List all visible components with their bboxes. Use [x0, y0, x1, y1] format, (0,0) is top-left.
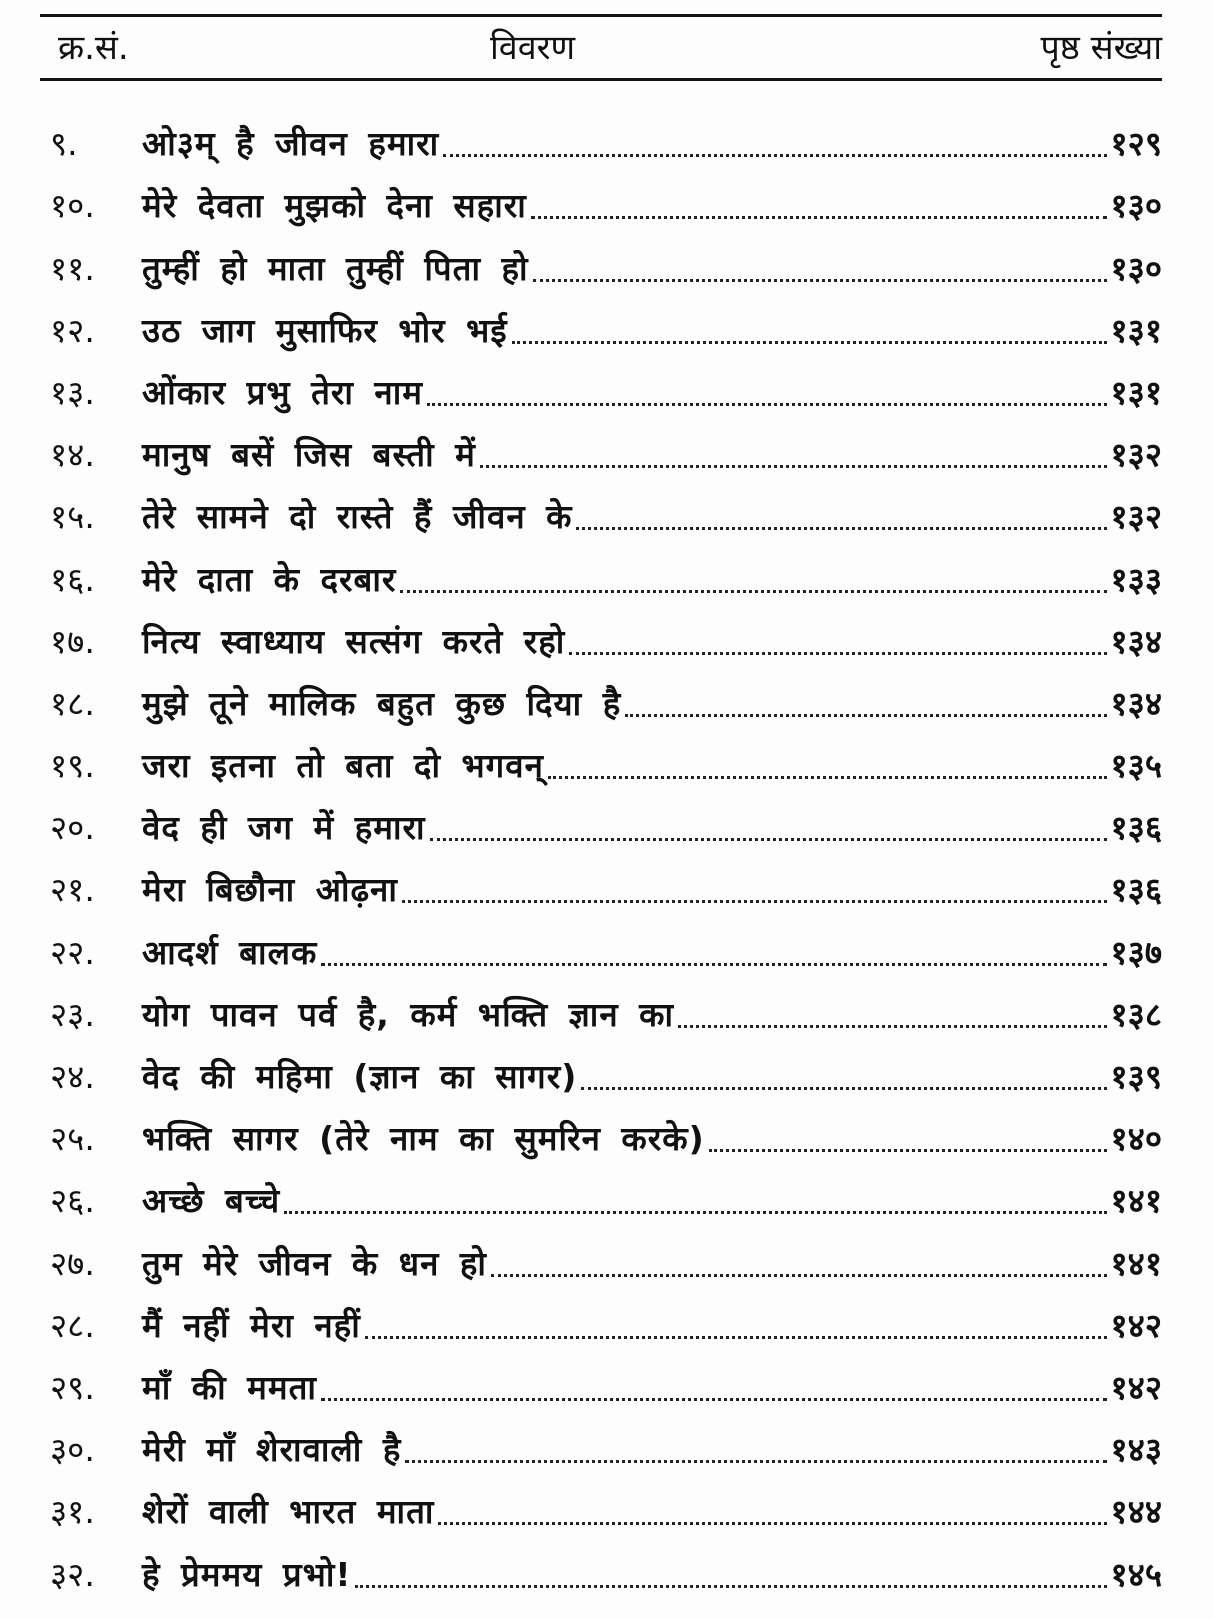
toc-row — [50, 104, 1162, 166]
toc-page-number: १३४ — [1110, 621, 1162, 661]
toc-row — [50, 1348, 1162, 1410]
toc-serial-number: १९. — [50, 746, 95, 786]
toc-title: तुम्हीं हो माता तुम्हीं पिता हो — [142, 248, 529, 288]
toc-page-number: १४३ — [1110, 1430, 1162, 1470]
toc-title: माँ की ममता — [142, 1367, 317, 1407]
toc-row — [50, 291, 1162, 353]
toc-title: हे प्रेममय प्रभो! — [142, 1554, 352, 1594]
toc-row — [50, 850, 1162, 912]
toc-serial-number: १६. — [50, 559, 95, 599]
toc-dot-leader — [430, 838, 1107, 841]
toc-serial-number: २४. — [50, 1057, 95, 1096]
toc-row — [50, 166, 1162, 228]
toc-title: तुम मेरे जीवन के धन हो — [142, 1243, 487, 1283]
toc-dot-leader — [576, 527, 1106, 530]
toc-row — [50, 1161, 1162, 1223]
toc-dot-leader — [512, 341, 1107, 344]
toc-page-number: १४२ — [1110, 1305, 1162, 1345]
toc-dot-leader — [321, 1398, 1107, 1401]
toc-dot-leader — [400, 590, 1106, 593]
toc-row — [50, 1099, 1162, 1161]
toc-page-number: १३६ — [1110, 808, 1162, 848]
toc-serial-number: २८. — [50, 1305, 95, 1345]
header-serial-number: क्र.सं. — [58, 28, 129, 68]
toc-title: मानुष बसें जिस बस्ती में — [142, 435, 476, 475]
toc-title: जरा इतना तो बता दो भगवन् — [142, 746, 544, 786]
toc-serial-number: २५. — [50, 1119, 95, 1159]
toc-serial-number: ३०. — [50, 1430, 95, 1470]
toc-title: ओंकार प्रभु तेरा नाम — [142, 372, 424, 412]
toc-title: योग पावन पर्व है, कर्म भक्ति ज्ञान का — [142, 994, 675, 1034]
toc-title: शेरों वाली भारत माता — [142, 1492, 435, 1532]
toc-serial-number: २०. — [50, 808, 95, 848]
toc-row — [50, 664, 1162, 726]
toc-row — [50, 975, 1162, 1037]
toc-title: मेरे देवता मुझको देना सहारा — [142, 186, 527, 226]
toc-title: वेद ही जग में हमारा — [142, 808, 426, 848]
toc-serial-number: २२. — [50, 932, 95, 972]
toc-title: आदर्श बालक — [142, 932, 318, 972]
toc-dot-leader — [284, 1211, 1106, 1214]
toc-row — [50, 602, 1162, 664]
toc-page-number: १४१ — [1110, 1181, 1162, 1221]
toc-serial-number: १२. — [50, 310, 95, 350]
toc-serial-number: २९. — [50, 1367, 95, 1407]
header-description: विवरण — [490, 28, 576, 68]
toc-dot-leader — [709, 1149, 1107, 1152]
toc-title: मेरा बिछौना ओढ़ना — [142, 870, 398, 910]
toc-dot-leader — [625, 714, 1106, 717]
toc-serial-number: ९. — [50, 124, 78, 164]
toc-serial-number: ११. — [50, 248, 95, 288]
toc-serial-number: २३. — [50, 994, 95, 1034]
toc-page-number: १३१ — [1110, 310, 1162, 350]
table-of-contents — [50, 104, 1162, 1597]
toc-row — [50, 415, 1162, 477]
toc-page-number: १३६ — [1110, 870, 1162, 910]
toc-dot-leader — [678, 1025, 1106, 1028]
toc-row — [50, 1534, 1162, 1596]
toc-title: वेद की महिमा (ज्ञान का सागर) — [142, 1057, 578, 1096]
toc-dot-leader — [443, 154, 1106, 157]
toc-page-number: १३८ — [1110, 994, 1162, 1034]
toc-page-number: १३४ — [1110, 683, 1162, 723]
toc-dot-leader — [480, 465, 1107, 468]
toc-dot-leader — [569, 652, 1106, 655]
toc-serial-number: २६. — [50, 1181, 95, 1221]
toc-page-number: १४० — [1110, 1119, 1162, 1159]
toc-dot-leader — [533, 279, 1107, 282]
toc-page-number: १३९ — [1110, 1057, 1162, 1096]
toc-page-number: १३३ — [1110, 559, 1162, 599]
toc-serial-number: ३१. — [50, 1492, 95, 1532]
toc-page-number: १३२ — [1110, 435, 1162, 475]
toc-serial-number: १४. — [50, 435, 95, 475]
toc-dot-leader — [405, 1460, 1106, 1463]
toc-dot-leader — [355, 1585, 1106, 1588]
toc-dot-leader — [402, 900, 1107, 903]
toc-page-number: १४५ — [1110, 1554, 1162, 1594]
toc-dot-leader — [581, 1087, 1106, 1090]
toc-dot-leader — [548, 776, 1107, 779]
toc-page-number: १२९ — [1110, 124, 1162, 164]
toc-title: मुझे तूने मालिक बहुत कुछ दिया है — [142, 683, 622, 723]
toc-title: मेरी माँ शेरावाली है — [142, 1430, 402, 1470]
toc-title: नित्य स्वाध्याय सत्संग करते रहो — [142, 621, 566, 661]
toc-title: मेरे दाता के दरबार — [142, 559, 397, 599]
toc-page-number: १३७ — [1110, 932, 1162, 972]
toc-serial-number: २१. — [50, 870, 95, 910]
toc-page-number: १४१ — [1110, 1243, 1162, 1283]
toc-dot-leader — [438, 1522, 1106, 1525]
toc-title: मैं नहीं मेरा नहीं — [142, 1305, 361, 1345]
toc-title: ओ३म् है जीवन हमारा — [142, 124, 440, 164]
toc-serial-number: ३२. — [50, 1554, 95, 1594]
toc-page-number: १४२ — [1110, 1367, 1162, 1407]
toc-row — [50, 539, 1162, 601]
toc-page-number: १३० — [1110, 248, 1162, 288]
toc-serial-number: १७. — [50, 621, 95, 661]
toc-serial-number: १५. — [50, 497, 95, 537]
toc-row — [50, 912, 1162, 974]
toc-row — [50, 1410, 1162, 1472]
toc-row — [50, 1286, 1162, 1348]
toc-page-number: १३० — [1110, 186, 1162, 226]
toc-row — [50, 353, 1162, 415]
toc-serial-number: २७. — [50, 1243, 95, 1283]
toc-serial-number: १३. — [50, 372, 95, 412]
toc-row — [50, 788, 1162, 850]
toc-page-number: १४४ — [1110, 1492, 1162, 1532]
toc-dot-leader — [321, 963, 1106, 966]
toc-dot-leader — [427, 403, 1107, 406]
header-top-rule — [40, 14, 1162, 17]
toc-row — [50, 1037, 1162, 1099]
toc-page-number: १३५ — [1110, 746, 1162, 786]
toc-title: भक्ति सागर (तेरे नाम का सुमरिन करके) — [142, 1119, 705, 1159]
toc-row — [50, 1223, 1162, 1285]
toc-row — [50, 726, 1162, 788]
toc-dot-leader — [531, 216, 1107, 219]
toc-title: अच्छे बच्चे — [142, 1181, 281, 1221]
table-header — [50, 24, 1162, 72]
toc-serial-number: १०. — [50, 186, 95, 226]
toc-dot-leader — [491, 1274, 1107, 1277]
toc-title: उठ जाग मुसाफिर भोर भई — [142, 310, 508, 350]
toc-dot-leader — [365, 1336, 1107, 1339]
toc-page-number: १३१ — [1110, 372, 1162, 412]
toc-row — [50, 228, 1162, 290]
toc-serial-number: १८. — [50, 683, 95, 723]
toc-title: तेरे सामने दो रास्ते हैं जीवन के — [142, 497, 573, 537]
header-page-number: पृष्ठ संख्या — [1040, 28, 1162, 68]
toc-page-number: १३२ — [1110, 497, 1162, 537]
header-bottom-rule — [40, 78, 1162, 81]
toc-row — [50, 1472, 1162, 1534]
toc-row — [50, 477, 1162, 539]
